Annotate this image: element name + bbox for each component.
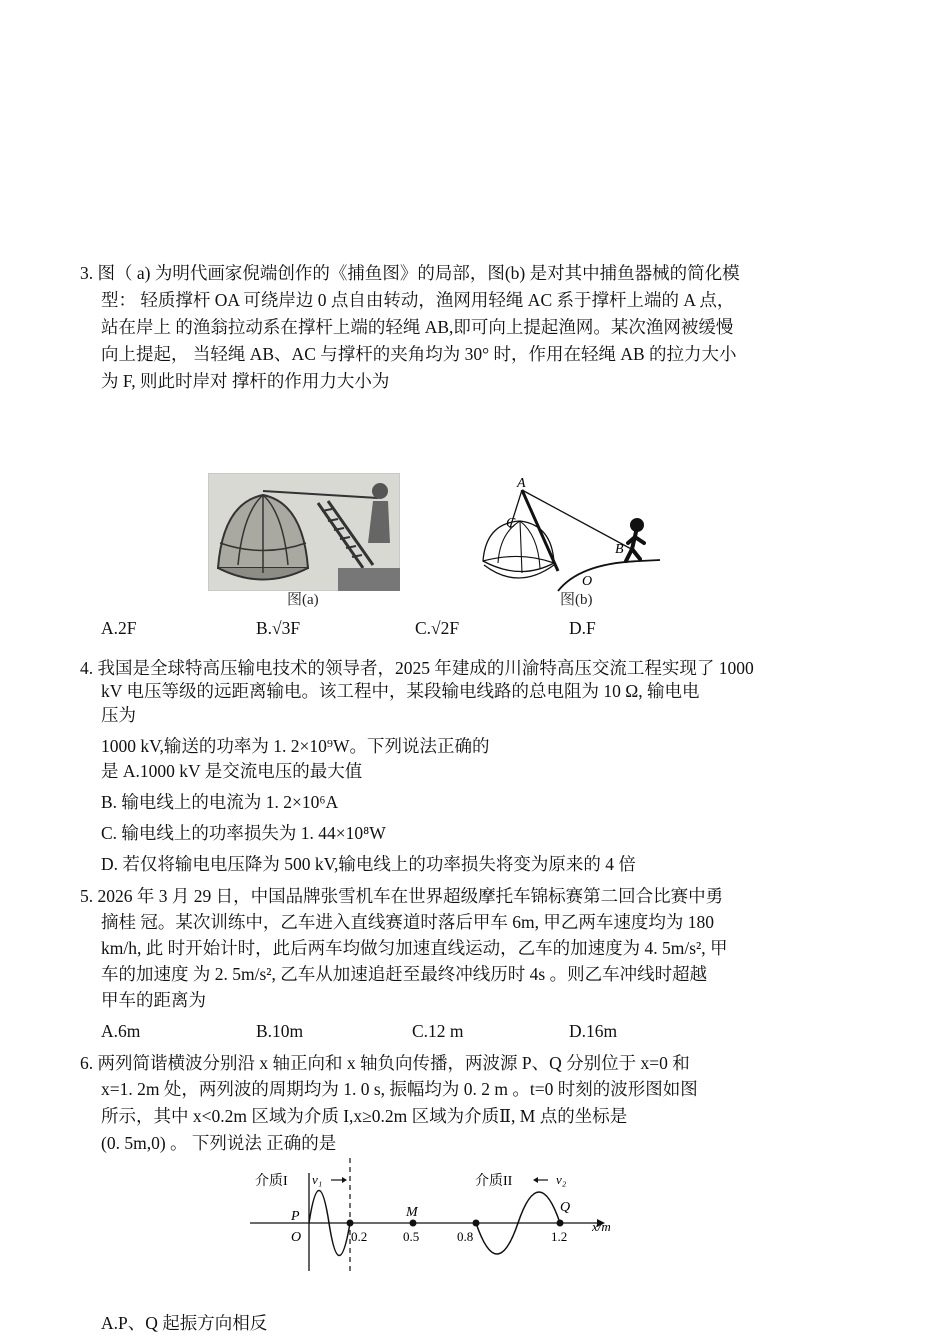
- q3-option-c: C.√2F: [415, 618, 460, 638]
- tick-0.5: 0.5: [403, 1229, 420, 1244]
- q3-line-1: 3. 图（ a) 为明代画家倪端创作的《捕鱼图》的局部，图(b) 是对其中捕鱼器械的简化模: [80, 263, 740, 283]
- q4-line-3: 压为: [101, 705, 136, 725]
- q5-option-b: B.10m: [256, 1021, 304, 1041]
- medium-1-label: 介质I: [255, 1174, 288, 1189]
- tick-1.2: 1.2: [551, 1229, 568, 1244]
- label-B: B: [615, 542, 624, 557]
- q5-line-2: 摘桂 冠。某次训练中，乙车进入直线赛道时落后甲车 6m, 甲乙两车速度均为 180: [101, 912, 714, 932]
- fishing-painting-figure: [208, 473, 400, 591]
- q4-option-c: C. 输电线上的功率损失为 1. 44×10⁸W: [101, 823, 386, 843]
- fishing-model-figure: [470, 473, 670, 598]
- q4-line-5: 是 A.1000 kV 是交流电压的最大值: [101, 761, 363, 781]
- point-Q-label: Q: [560, 1200, 571, 1215]
- q6-option-a: A.P、Q 起振方向相反: [101, 1313, 268, 1333]
- q6-line-3: 所示，其中 x<0.2m 区域为介质 I,x≥0.2m 区域为介质Ⅱ, M 点的坐标是: [101, 1106, 628, 1126]
- label-O: O: [582, 574, 593, 589]
- tick-0.8: 0.8: [457, 1229, 474, 1244]
- q3-option-d: D.F: [569, 618, 596, 638]
- q3-line-4: 向上提起， 当轻绳 AB、AC 与撑杆的夹角均为 30° 时，作用在轻绳 AB 的拉力大小: [101, 344, 737, 364]
- q6-line-4: (0. 5m,0) 。 下列说法 正确的是: [101, 1133, 337, 1153]
- q5-option-a: A.6m: [101, 1021, 141, 1041]
- q3-option-b: B.√3F: [256, 618, 301, 638]
- q3-line-5: 为 F, 则此时岸对 撑杆的作用力大小为: [101, 371, 390, 391]
- v1-label: v₁: [312, 1172, 323, 1187]
- q4-line-4: 1000 kV,输送的功率为 1. 2×10⁹W。下列说法正确的: [101, 736, 490, 756]
- q3-line-2: 型： 轻质撑杆 OA 可绕岸边 0 点自由转动，渔网用轻绳 AC 系于撑杆上端的 A 点，: [101, 290, 735, 310]
- q4-line-1: 4. 我国是全球特高压输电技术的领导者，2025 年建成的川渝特高压交流工程实现了 1000: [80, 658, 754, 678]
- q6-line-2: x=1. 2m 处，两列波的周期均为 1. 0 s, 振幅均为 0. 2 m 。t=0 时刻的波形图如图: [101, 1079, 698, 1099]
- q3-line-3: 站在岸上 的渔翁拉动系在撑杆上端的轻绳 AB,即可向上提起渔网。某次渔网被缓慢: [101, 317, 734, 337]
- q5-line-3: km/h, 此 时开始计时，此后两车均做匀加速直线运动，乙车的加速度为 4. 5m/s², 甲: [101, 938, 728, 958]
- fig-b-caption: 图(b): [560, 592, 593, 608]
- label-C: C: [506, 516, 516, 531]
- point-P-label: P: [291, 1209, 300, 1224]
- q5-options: [0, 1018, 950, 1044]
- x-axis-label: x/m: [592, 1219, 611, 1234]
- q4-option-d: D. 若仅将输电电压降为 500 kV,输电线上的功率损失将变为原来的 4 倍: [101, 854, 636, 874]
- q6-line-1: 6. 两列简谐横波分别沿 x 轴正向和 x 轴负向传播，两波源 P、Q 分别位于 x=0 和: [80, 1053, 690, 1073]
- q3-options: [0, 615, 950, 641]
- q3-option-a: A.2F: [101, 618, 137, 638]
- q4-option-b: B. 输电线上的电流为 1. 2×10⁶A: [101, 792, 339, 812]
- q4-line-2: kV 电压等级的远距离输电。该工程中，某段输电线路的总电阻为 10 Ω, 输电电: [101, 681, 700, 701]
- tick-0.2: 0.2: [351, 1229, 368, 1244]
- label-A: A: [517, 476, 526, 491]
- wave-figure: [245, 1153, 625, 1275]
- medium-2-label: 介质II: [475, 1174, 513, 1189]
- q5-line-5: 甲车的距离为: [101, 990, 206, 1010]
- q5-line-4: 车的加速度 为 2. 5m/s², 乙车从加速追赶至最终冲线历时 4s 。则乙车冲线时超越: [101, 964, 708, 984]
- origin-O-label: O: [291, 1230, 302, 1245]
- q5-option-d: D.16m: [569, 1021, 618, 1041]
- fig-a-caption: 图(a): [287, 592, 319, 608]
- v2-label: v₂: [556, 1172, 567, 1187]
- q5-line-1: 5. 2026 年 3 月 29 日，中国品牌张雪机车在世界超级摩托车锦标赛第二回合比赛中勇: [80, 886, 724, 906]
- q5-option-c: C.12 m: [412, 1021, 464, 1041]
- point-M-label: M: [406, 1205, 418, 1220]
